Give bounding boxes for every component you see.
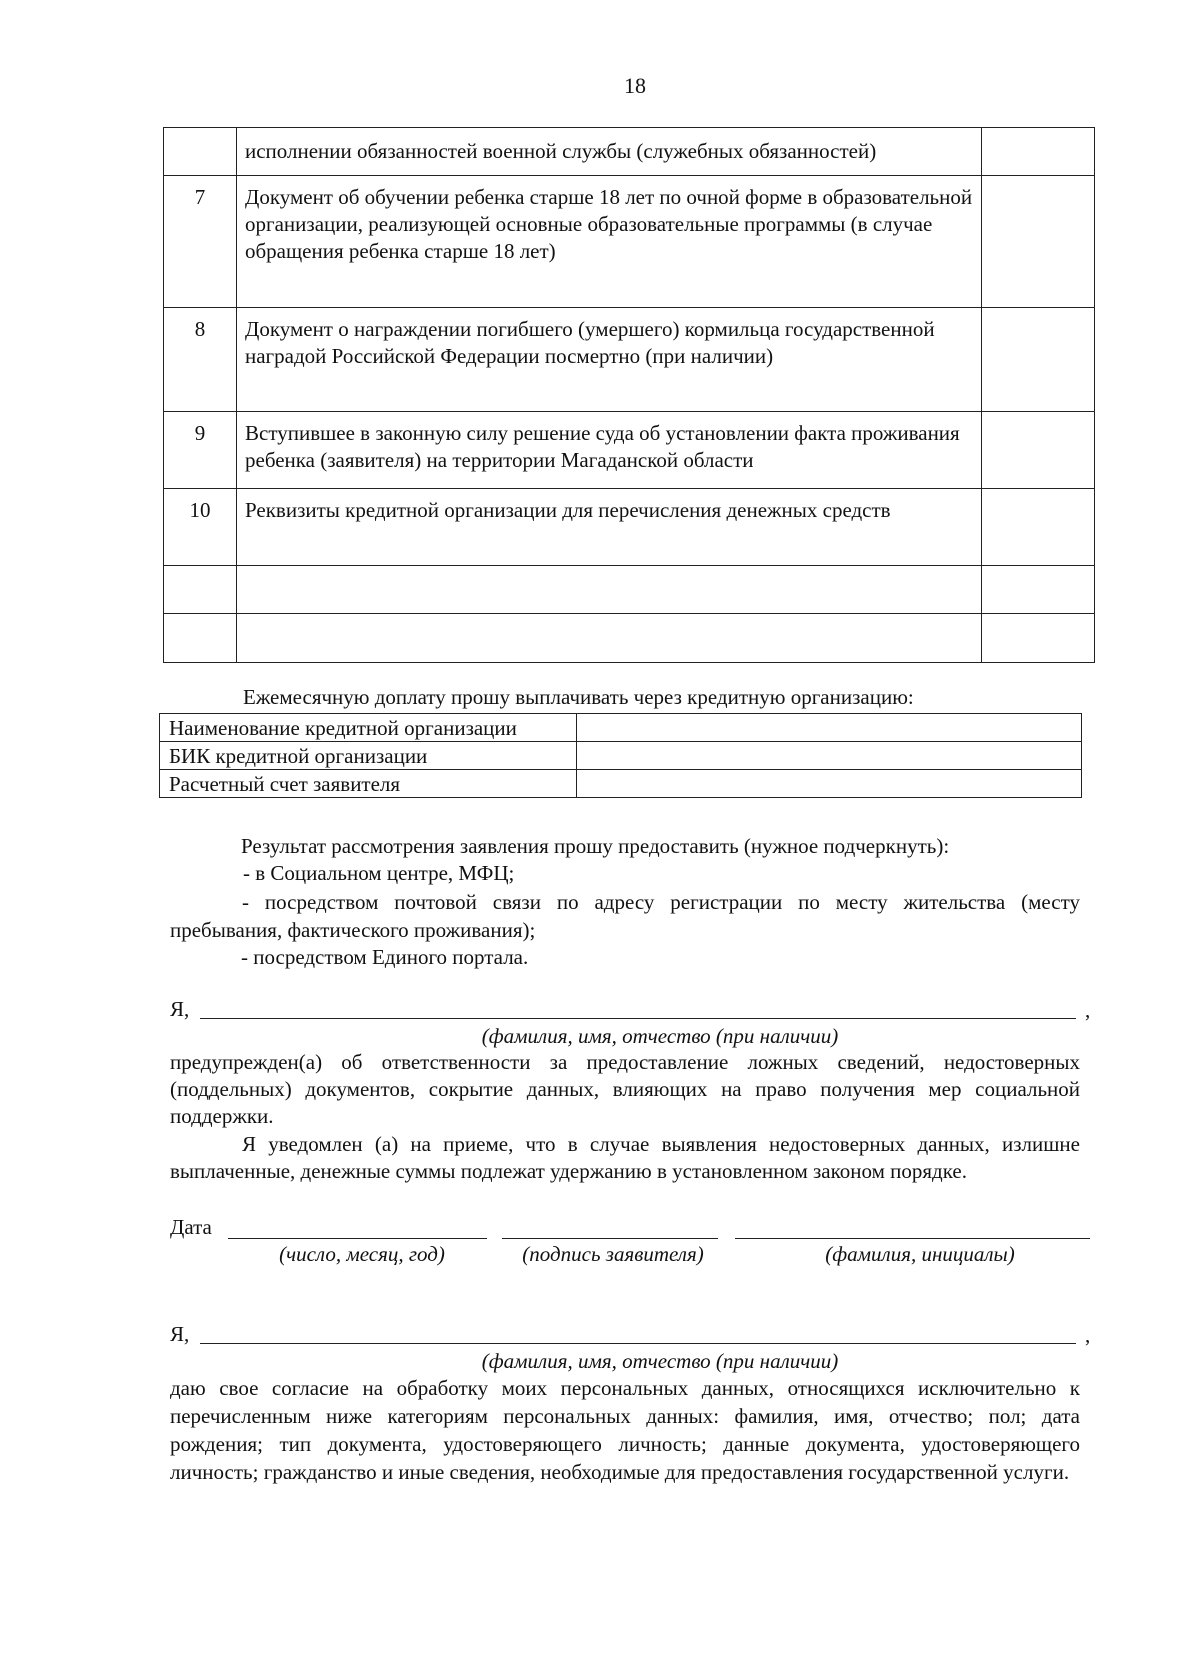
signature-field[interactable] <box>502 1216 718 1239</box>
consent-text: даю свое согласие на обработку моих персональных данных, относящихся исключительно к перечисленным ниже категориям персональных данных: фамилия, имя, отчество; пол; дата рождения; тип документа, удостоверяющего личность; данные документа, удостоверяющего личность; гражданство и иные сведения, необходимые для предоставления государственной услуги. <box>170 1376 1080 1484</box>
date-caption: (число, месяц, год) <box>279 1242 445 1266</box>
table-row <box>164 412 1095 489</box>
table-row <box>164 489 1095 566</box>
row-number <box>164 128 237 176</box>
overpayment-notice: Я уведомлен (а) на приеме, что в случае выявления недостоверных данных, излишне выплаченные, денежные суммы подлежат удержанию в установленном законом порядке. <box>170 1132 1080 1183</box>
full-name-caption: (фамилия, имя, отчество (при наличии) <box>481 1024 839 1048</box>
row-mark-cell[interactable] <box>982 489 1095 566</box>
row-number[interactable] <box>164 566 237 614</box>
row-number: 9 <box>164 412 237 489</box>
date-label: Дата <box>170 1215 212 1239</box>
documents-table <box>163 127 1095 663</box>
bank-details-table <box>159 713 1082 798</box>
result-option-post[interactable]: - посредством почтовой связи по адресу регистрации по месту жительства (месту пребывания, фактического проживания); <box>170 890 1080 942</box>
table-row-empty <box>164 566 1095 614</box>
row-mark-cell[interactable] <box>982 176 1095 308</box>
result-option-portal[interactable]: - посредством Единого портала. <box>241 945 529 969</box>
date-field[interactable] <box>228 1216 487 1239</box>
row-number: 7 <box>164 176 237 308</box>
consent-full-name-field[interactable] <box>200 1322 1076 1344</box>
bank-name-field[interactable] <box>577 714 1082 742</box>
ya-comma: , <box>1085 998 1091 1022</box>
row-document-text[interactable] <box>237 614 982 663</box>
row-mark-cell[interactable] <box>982 412 1095 489</box>
account-field[interactable] <box>577 770 1082 798</box>
result-option-mfc[interactable]: - в Социальном центре, МФЦ; <box>243 861 515 885</box>
surname-initials-caption: (фамилия, инициалы) <box>825 1242 1015 1266</box>
page-number: 18 <box>624 73 646 98</box>
surname-initials-field[interactable] <box>735 1216 1090 1239</box>
consent-ya-comma: , <box>1085 1323 1091 1347</box>
row-document-text: Вступившее в законную силу решение суда об установлении факта проживания ребенка (заявителя) на территории Магаданской области <box>237 412 982 489</box>
row-number: 10 <box>164 489 237 566</box>
row-document-text: Реквизиты кредитной организации для перечисления денежных средств <box>237 489 982 566</box>
full-name-field[interactable] <box>200 997 1076 1019</box>
signature-caption: (подпись заявителя) <box>522 1242 704 1266</box>
table-row <box>164 128 1095 176</box>
bik-field[interactable] <box>577 742 1082 770</box>
row-mark-cell[interactable] <box>982 128 1095 176</box>
row-document-text: Документ об обучении ребенка старше 18 лет по очной форме в образовательной организации, реализующей основные образовательные программы (в случае обращения ребенка старше 18 лет) <box>237 176 982 308</box>
row-document-text: Документ о награждении погибшего (умершего) кормильца государственной наградой Российской Федерации посмертно (при наличии) <box>237 308 982 412</box>
row-mark-cell[interactable] <box>982 566 1095 614</box>
payment-intro: Ежемесячную доплату прошу выплачивать через кредитную организацию: <box>243 685 914 709</box>
table-row <box>160 742 1082 770</box>
row-document-text: исполнении обязанностей военной службы (служебных обязанностей) <box>237 128 982 176</box>
row-mark-cell[interactable] <box>982 614 1095 663</box>
result-intro: Результат рассмотрения заявления прошу предоставить (нужное подчеркнуть): <box>241 834 950 858</box>
row-number[interactable] <box>164 614 237 663</box>
table-row <box>164 308 1095 412</box>
table-row <box>160 770 1082 798</box>
table-row <box>160 714 1082 742</box>
consent-ya-label: Я, <box>170 1322 190 1346</box>
responsibility-warning: предупрежден(а) об ответственности за предоставление ложных сведений, недостоверных (поддельных) документов, сокрытие данных, влияющих на право получения мер социальной поддержки. <box>170 1050 1080 1128</box>
bank-name-label: Наименование кредитной организации <box>160 714 577 742</box>
row-document-text[interactable] <box>237 566 982 614</box>
row-mark-cell[interactable] <box>982 308 1095 412</box>
row-number: 8 <box>164 308 237 412</box>
table-row-empty <box>164 614 1095 663</box>
consent-full-name-caption: (фамилия, имя, отчество (при наличии) <box>481 1349 839 1373</box>
bik-label: БИК кредитной организации <box>160 742 577 770</box>
table-row <box>164 176 1095 308</box>
ya-label: Я, <box>170 997 190 1021</box>
account-label: Расчетный счет заявителя <box>160 770 577 798</box>
